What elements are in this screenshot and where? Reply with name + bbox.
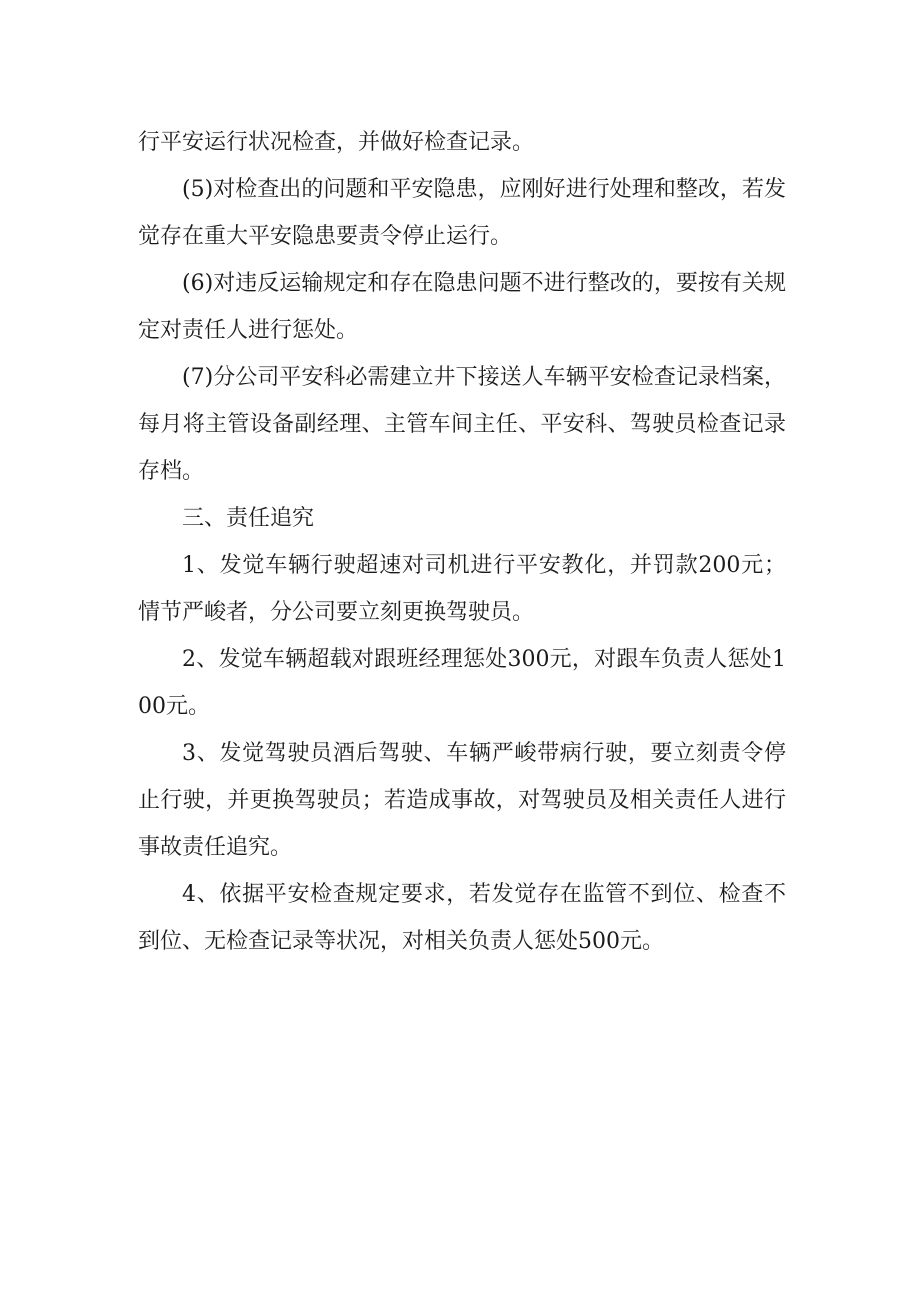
paragraph-item-7-record-archive: (7)分公司平安科必需建立井下接送人车辆平安检查记录档案，每月将主管设备副经理、主管车间主任、平安科、驾驶员检查记录存档。 <box>138 365 786 484</box>
paragraph-rule-4-supervision: 4、依据平安检查规定要求，若发觉存在监管不到位、检查不到位、无检查记录等状况，对相关负责人惩处500元。 <box>138 882 786 954</box>
paragraph-inspection-record: 行平安运行状况检查，并做好检查记录。 <box>138 130 535 155</box>
document-body <box>138 119 786 965</box>
paragraph-rule-2-overload: 2、发觉车辆超载对跟班经理惩处300元，对跟车负责人惩处100元。 <box>138 647 786 719</box>
paragraph-rule-1-speeding: 1、发觉车辆行驶超速对司机进行平安教化，并罚款200元；情节严峻者，分公司要立刻更换驾驶员。 <box>138 553 786 625</box>
paragraph-rule-3-drunk-driving: 3、发觉驾驶员酒后驾驶、车辆严峻带病行驶，要立刻责令停止行驶，并更换驾驶员；若造成事故，对驾驶员及相关责任人进行事故责任追究。 <box>138 741 786 860</box>
paragraph-item-5-hazard-rectification: (5)对检查出的问题和平安隐患，应刚好进行处理和整改，若发觉存在重大平安隐患要责令停止运行。 <box>138 177 786 249</box>
paragraph-item-6-violation-penalty: (6)对违反运输规定和存在隐患问题不进行整改的，要按有关规定对责任人进行惩处。 <box>138 271 786 343</box>
section-heading-accountability: 三、责任追究 <box>182 506 315 531</box>
